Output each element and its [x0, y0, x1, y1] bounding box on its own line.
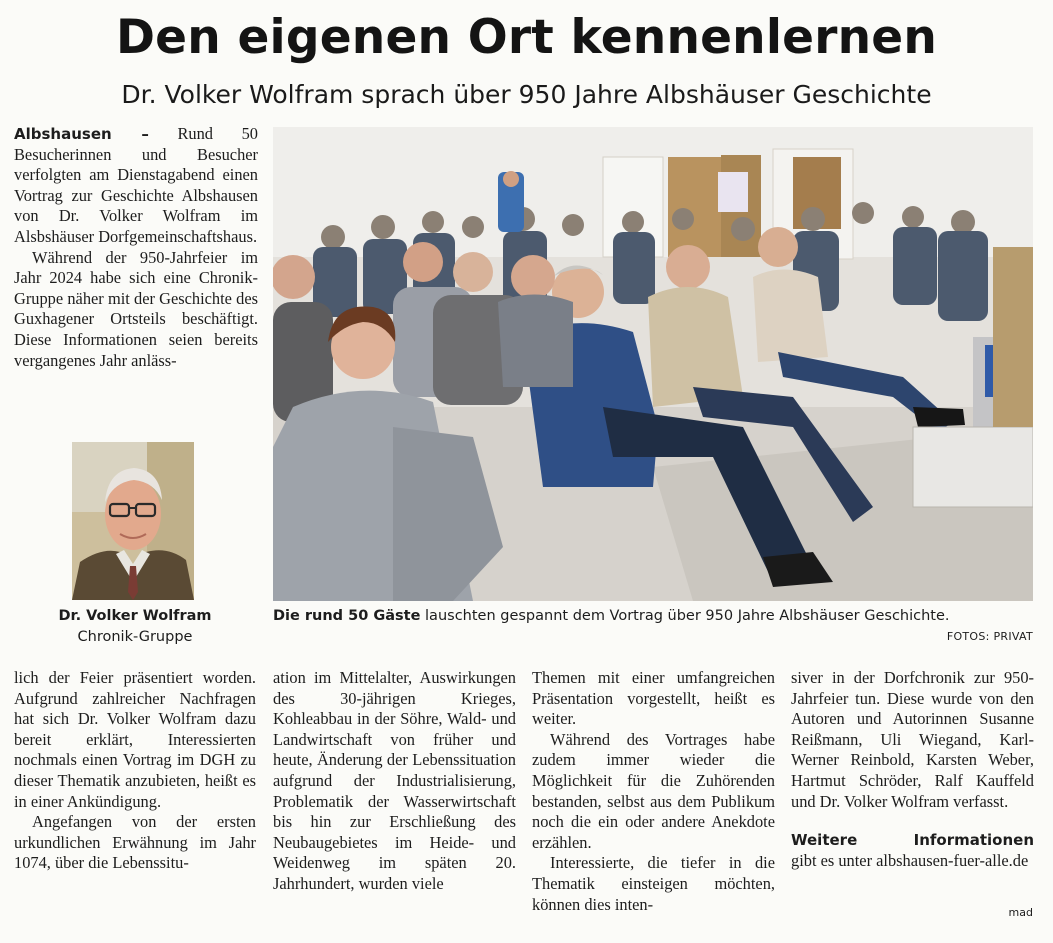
col2-paragraph-1: ation im Mittelalter, Auswirkungen des 30-jährigen Krieges, Kohleabbau in der Söhre, Wald- und Landwirtschaft von früher und heute, Änderung der Lebenssituation aufgrund der Industrialisierung, Problematik der Wasserwirtschaft bis hin zur Erschließung des Neubaugebietes im Heide- und Weidenweg im späten 20. Jahrhundert, wurden viele: [273, 668, 516, 893]
col1-paragraph-1: lich der Feier präsentiert worden. Aufgrund zahlreicher Nachfragen hat sich Dr. Volker Wolfram dazu bereit erklärt, Interessierten nochmals einen Vortrag im DGH zu dieser Thematik anzubieten, heißt es in einer Ankündigung.: [14, 668, 256, 811]
col3-paragraph-3: Interessierte, die tiefer in die Thematik einsteigen möchten, können dies inten-: [532, 853, 775, 914]
more-info-heading: [791, 830, 1034, 851]
photo-caption: [273, 608, 1033, 624]
column-4: [791, 668, 1034, 871]
photo-credit: FOTOS: PRIVAT: [946, 630, 1033, 643]
portrait-name: Dr. Volker Wolfram: [58, 608, 212, 624]
col3-paragraph-2: Während des Vortrages habe zudem immer wieder die Möglichkeit für die Zuhörenden bestanden, selbst aus dem Publikum noch die ein oder andere Anekdote erzählen.: [532, 729, 775, 852]
lead-column: [14, 124, 258, 371]
more-info-label-2: Informationen: [913, 831, 1034, 850]
portrait-caption: [20, 606, 250, 648]
portrait-photo: [72, 442, 194, 600]
column-3: [532, 668, 775, 915]
author-initials: mad: [1008, 906, 1033, 919]
col1-paragraph-2: Angefangen von der ersten urkundlichen Erwähnung im Jahr 1074, über die Lebenssitu-: [14, 812, 256, 873]
column-2: [273, 668, 516, 895]
lead-paragraph: [14, 124, 258, 248]
photo-caption-lead: Die rund 50 Gäste: [273, 608, 421, 624]
photo-caption-text: lauschten gespannt dem Vortrag über 950 Jahre Albshäuser Geschichte.: [420, 608, 950, 624]
dateline: Albshausen –: [14, 125, 149, 143]
portrait-role: Chronik-Gruppe: [77, 629, 193, 645]
column-1: [14, 668, 256, 874]
headline: Den eigenen Ort kennenlernen: [115, 10, 938, 65]
more-info-label-1: Weitere: [791, 831, 858, 850]
col4-paragraph-1: siver in der Dorfchronik zur 950-Jahrfeier tun. Diese wurde von den Autoren und Autorinnen Susanne Reißmann, Uli Wiegand, Karl-Werner Reinbold, Karsten Weber, Hartmut Schröder, Ralf Kauffeld und Dr. Volker Wolfram verfasst.: [791, 668, 1034, 811]
more-info-text: gibt es unter albshausen-fuer-alle.de: [791, 850, 1029, 870]
subheadline: Dr. Volker Wolfram sprach über 950 Jahre Albshäuser Geschichte: [121, 80, 932, 109]
audience-photo: [273, 127, 1033, 601]
col3-paragraph-1: Themen mit einer umfangreichen Präsentation vorgestellt, heißt es weiter.: [532, 668, 775, 729]
lead-paragraph-2: Während der 950-Jahrfeier im Jahr 2024 habe sich eine Chronik-Gruppe näher mit der Geschichte des Guxhagener Ortsteils beschäftigt. Diese Informationen seien bereits vergangenes Jahr anläss-: [14, 247, 258, 370]
lead-text: Rund 50 Besucherinnen und Besucher verfolgten am Dienstagabend einen Vortrag zur Geschichte Albshausen von Dr. Volker Wolfram im Alsbshäuser Dorfgemeinschaftshaus.: [14, 124, 258, 246]
